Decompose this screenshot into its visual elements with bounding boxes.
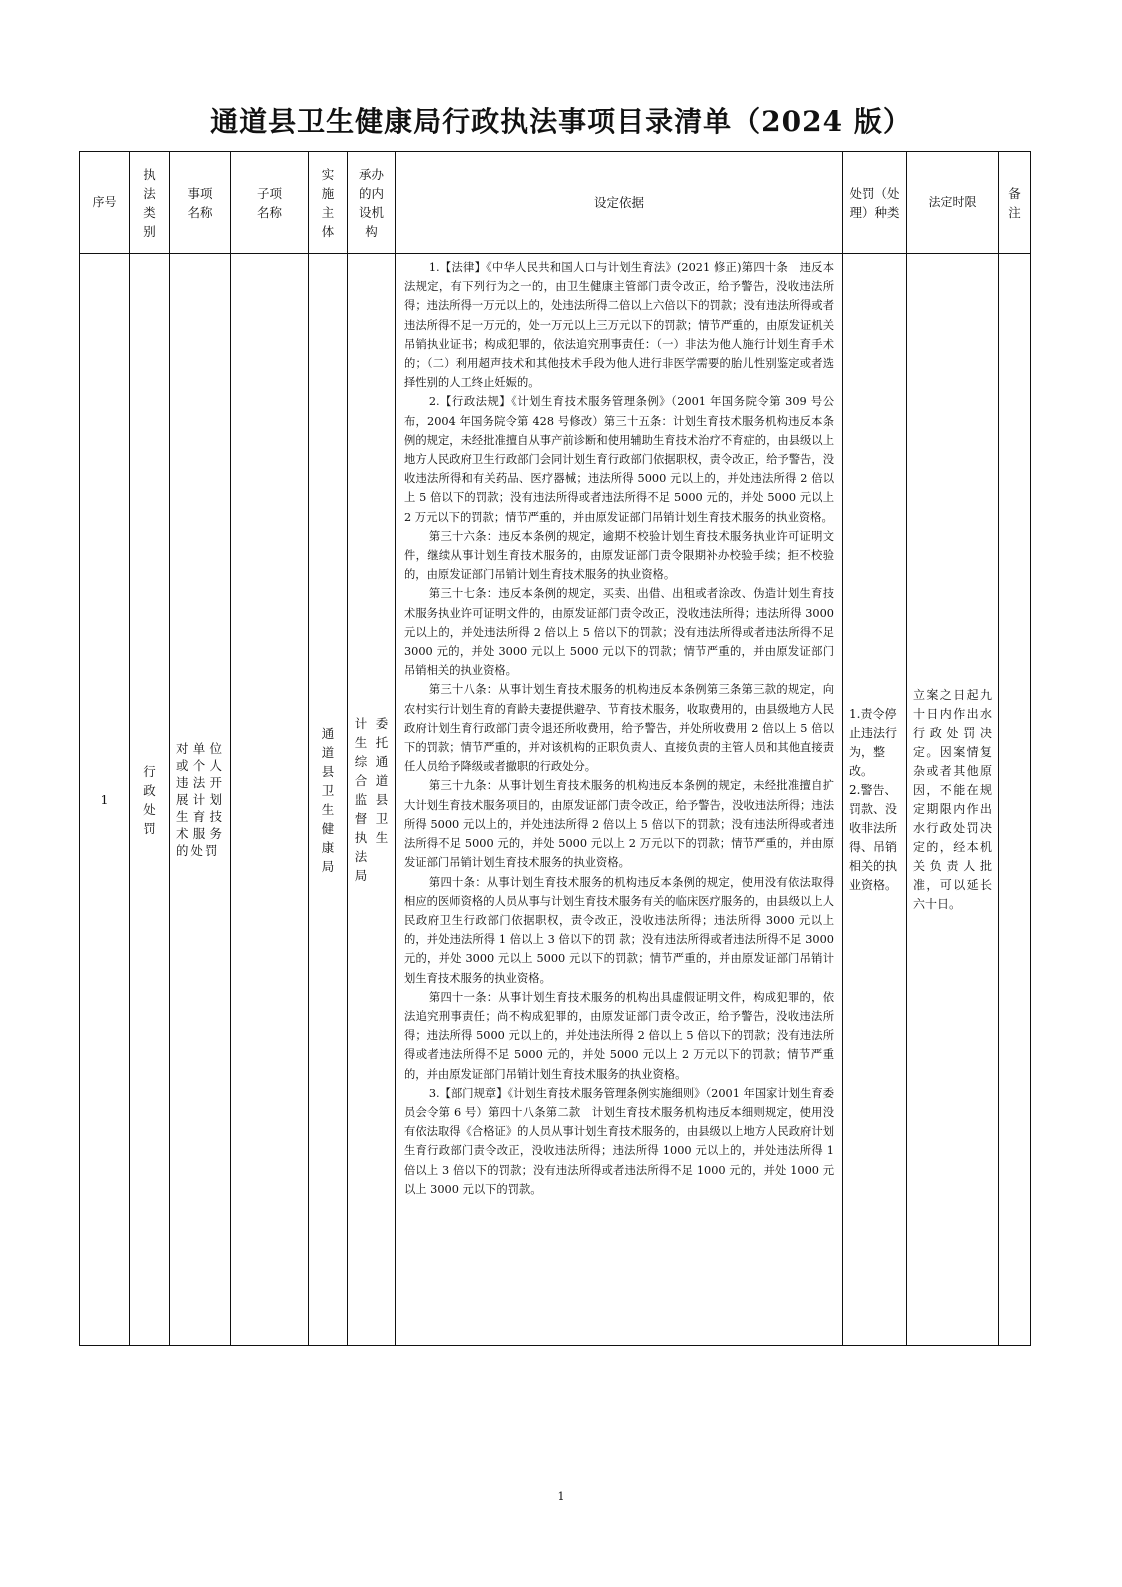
header-sub-item: 子项名称 [231,152,309,254]
row-organ [348,254,396,1346]
row-sub-item [231,254,309,1346]
basis-paragraph: 第三十九条：从事计划生育技术服务的机构违反本条例的规定，未经批准擅自扩大计划生育技术服务项目的，由原发证部门责令改正，给予警告，没收违法所得；违法所得 5000 元以上的，并处违法所得 2 倍以上 5 倍以下的罚款；没有违法所得或者违法所得不足 5000 元的，并处 5000 元以上 2 万元以下的罚款；情节严重的，并由原发证部门吊销计划生育技术服务的执业资格。 [404,779,834,870]
basis-paragraph: 第三十七条：违反本条例的规定，买卖、出借、出租或者涂改、伪造计划生育技术服务执业许可证明文件的，由原发证部门责令改正，没收违法所得；违法所得 3000 元以上的，并处违法所得 2 倍以上 5 倍以下的罚款；没有违法所得或者违法所得不足 3000 元的，并处 3000 元以上 5000 元以下的罚款；情节严重的，并由原发证部门吊销相关的执业资格。 [404,587,834,678]
header-penalty-type: 处罚（处理）种类 [843,152,907,254]
table-row [80,254,1031,1346]
page-number: 1 [557,1490,565,1503]
row-subject: 通道县卫生健康局 [309,254,348,1346]
header-basis: 设定依据 [396,152,843,254]
table-header-row [80,152,1031,254]
header-subject: 实施主体 [309,152,348,254]
basis-paragraph: 3.【部门规章】《计划生育技术服务管理条例实施细则》（2001 年国家计划生育委员会令第 6 号）第四十八条第二款 计划生育技术服务机构违反本细则规定，使用没有依法取得《合格证》的人员从事计划生育技术服务的，由县级以上地方人民政府计划生育行政部门责令改正，没收违法所得；违法所得 1000 元以上的，并处违法所得 1 倍以上 3 倍以下的罚款；没有违法所得或者违法所得不足 1000 元的，并处 1000 元以上 3000 元以下的罚款。 [404,1086,834,1196]
basis-paragraph: 第三十六条：违反本条例的规定，逾期不校验计划生育技术服务执业许可证明文件，继续从事计划生育技术服务的，由原发证部门责令限期补办校验手续；拒不校验的，由原发证部门吊销计划生育技术服务的执业资格。 [404,529,834,582]
organ-col-2: 计生综合监督执法局 [354,716,368,883]
header-time-limit: 法定时限 [907,152,999,254]
organ-col-1: 委托通道县卫生 [375,716,389,845]
penalty-item: 2.警告、罚款、没收非法所得、吊销相关的执业资格。 [849,782,898,892]
basis-paragraph: 第四十一条：从事计划生育技术服务的机构出具虚假证明文件，构成犯罪的，依法追究刑事责任；尚不构成犯罪的，由原发证部门责令改正，给予警告，没收违法所得；违法所得 5000 元以上的，并处违法所得 2 倍以上 5 倍以下的罚款；没有违法所得或者违法所得不足 5000 元的，并处 5000 元以上 2 万元以下的罚款；情节严重的，并由原发证部门吊销计划生育技术服务的执业资格。 [404,990,834,1081]
basis-paragraph: 第三十八条：从事计划生育技术服务的机构违反本条例第三条第三款的规定，向农村实行计划生育的育龄夫妻提供避孕、节育技术服务，收取费用的，由县级地方人民政府计划生育行政部门责令退还所收费用，给予警告，并处所收费用 2 倍以上 5 倍以下的罚款；情节严重的，并对该机构的正职负责人、直接负责的主管人员和其他直接责任人员给予降级或者撤职的行政处分。 [404,683,834,774]
penalty-item: 1.责令停止违法行为，整改。 [849,706,898,778]
row-category: 行政处罚 [130,254,170,1346]
row-remark [999,254,1031,1346]
basis-paragraph: 2.【行政法规】《计划生育技术服务管理条例》（2001 年国务院令第 309 号公布，2004 年国务院令第 428 号修改）第三十五条：计划生育技术服务机构违反本条例的规定，未经批准擅自从事产前诊断和使用辅助生育技术治疗不育症的，由县级以上地方人民政府卫生行政部门会同计划生育行政部门依据职权，责令改正，给予警告，没收违法所得和有关药品、医疗器械；违法所得 5000 元以上的，并处违法所得 2 倍以上 5 倍以下的罚款；没有违法所得或者违法所得不足 5000 元的，并处 5000 元以上 2 万元以下的罚款；情节严重的，并由原发证部门吊销计划生育技术服务的执业资格。 [404,395,834,524]
row-item-name: 对单位或个人违法开展计划生育技术服务的处罚 [170,254,231,1346]
enforcement-table [79,151,1031,1346]
header-seq: 序号 [80,152,130,254]
row-seq: 1 [80,254,130,1346]
row-time-limit: 立案之日起九十日内作出水行政处罚决定。因案情复杂或者其他原因，不能在规定期限内作出水行政处罚决定的，经本机关负责人批准，可以延长六十日。 [907,254,999,1346]
header-remark: 备注 [999,152,1031,254]
row-penalty-type [843,254,907,1346]
basis-paragraph: 1.【法律】《中华人民共和国人口与计划生育法》(2021 修正)第四十条 违反本法规定，有下列行为之一的，由卫生健康主管部门责令改正，给予警告，没收违法所得；违法所得一万元以上的，处违法所得二倍以上六倍以下的罚款；没有违法所得或者违法所得不足一万元的，处一万元以上三万元以下的罚款；情节严重的，由原发证机关吊销执业证书；构成犯罪的，依法追究刑事责任：（一）非法为他人施行计划生育手术的；（二）利用超声技术和其他技术手段为他人进行非医学需要的胎儿性别鉴定或者选择性别的人工终止妊娠的。 [404,261,834,390]
document-title: 通道县卫生健康局行政执法事项目录清单（2024 版） [210,105,912,138]
row-basis [396,254,843,1346]
header-item-name: 事项名称 [170,152,231,254]
basis-paragraph: 第四十条：从事计划生育技术服务的机构违反本条例的规定，使用没有依法取得相应的医师资格的人员从事与计划生育技术服务有关的临床医疗服务的，由县级以上人民政府卫生行政部门依据职权，责令改正，没收违法所得；违法所得 3000 元以上的，并处违法所得 1 倍以上 3 倍以下的罚 款；没有违法所得或者违法所得不足 3000 元的，并处 3000 元以上 5000 元以下的罚款；情节严重的，并由原发证部门吊销计划生育技术服务的执业资格。 [404,875,834,985]
header-organ: 承办的内设机构 [348,152,396,254]
header-category: 执法类别 [130,152,170,254]
